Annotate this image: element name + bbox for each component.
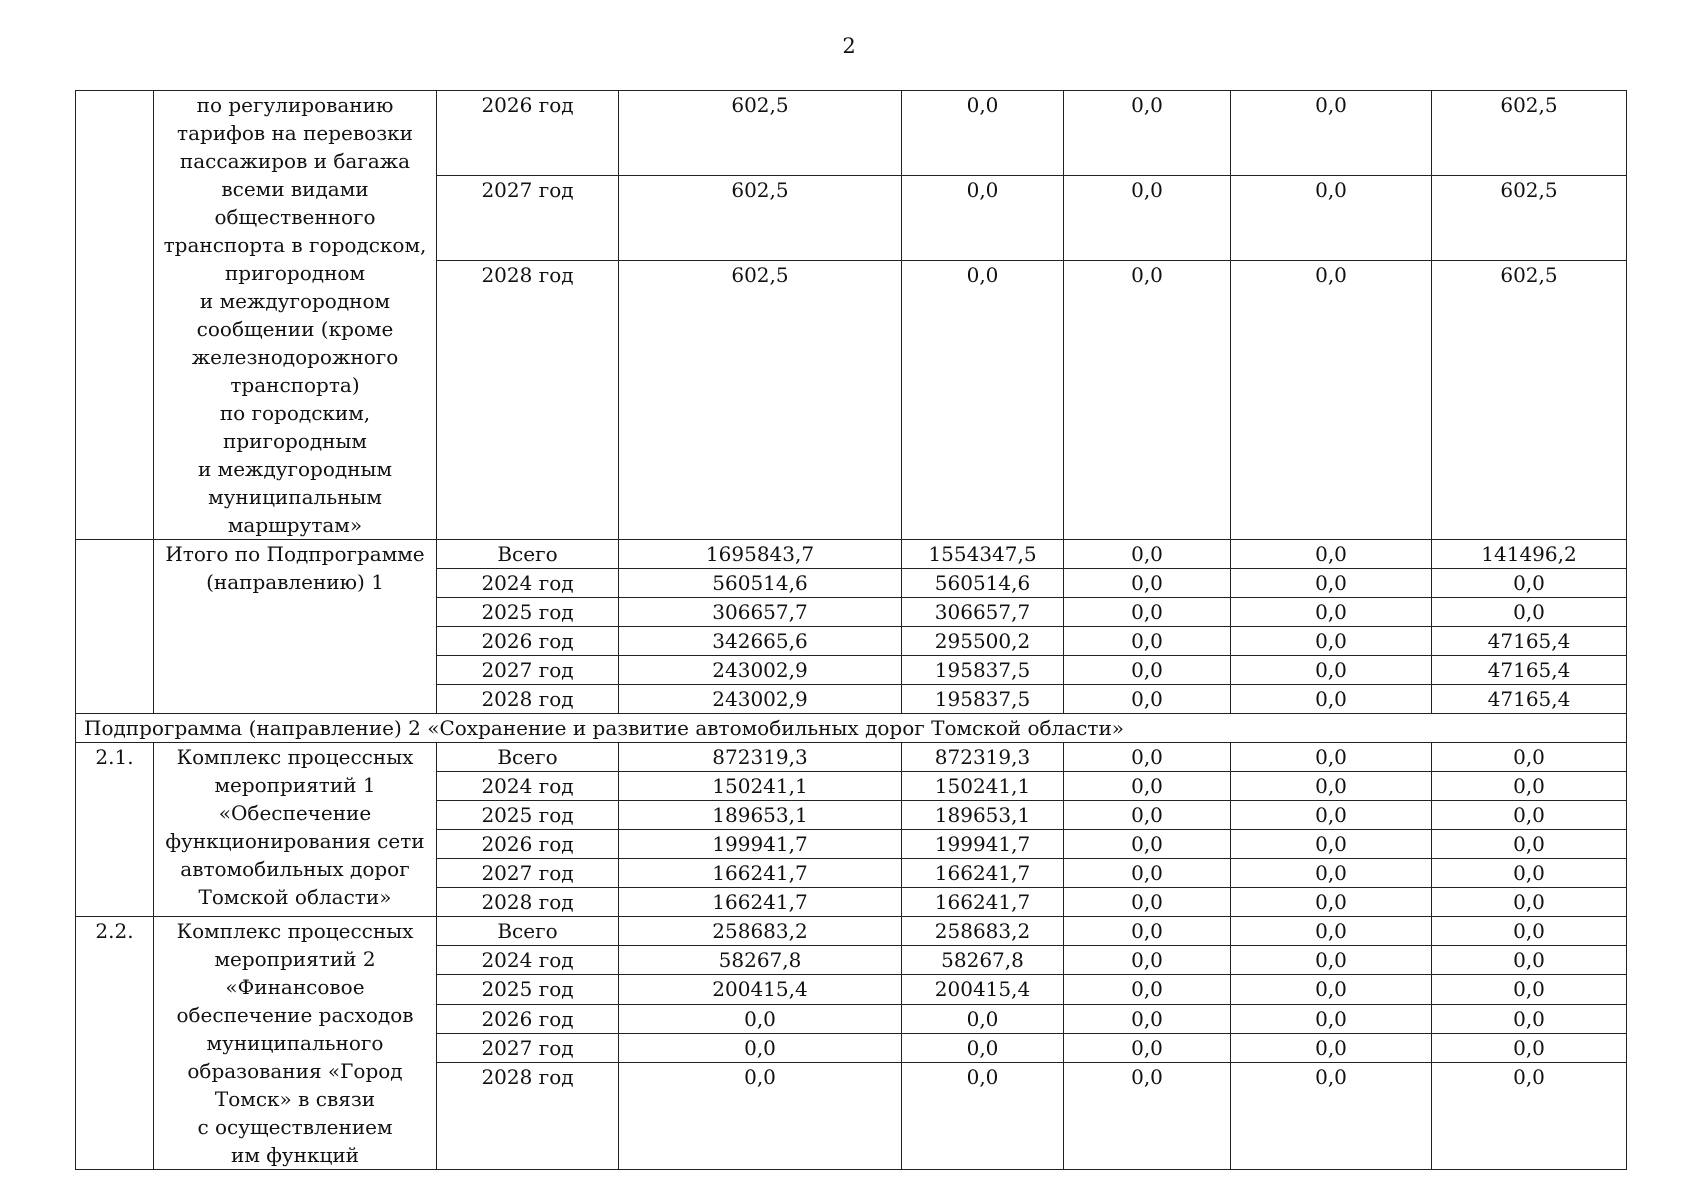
period-cell: 2028 год [437,261,619,540]
value-cell: 0,0 [902,91,1064,176]
value-cell: 0,0 [619,1063,902,1170]
value-cell: 0,0 [1231,598,1432,627]
period-cell: 2027 год [437,176,619,261]
value-cell: 200415,4 [902,975,1064,1004]
activity-name-cell: Комплекс процессных мероприятий 2 «Финансовое обеспечение расходов муниципального образования «Город Томск» в связи с осуществлением им функций [154,917,437,1170]
value-cell: 0,0 [902,1004,1064,1033]
period-cell: Всего [437,743,619,772]
total-name-cell: Итого по Подпрограмме (направлению) 1 [154,540,437,714]
period-cell: 2025 год [437,801,619,830]
value-cell: 0,0 [1432,946,1627,975]
value-cell: 195837,5 [902,685,1064,714]
table-row [76,91,1627,176]
value-cell: 166241,7 [902,859,1064,888]
period-cell: 2024 год [437,569,619,598]
period-cell: 2024 год [437,946,619,975]
row-number-cell: 2.1. [76,743,154,917]
value-cell: 306657,7 [902,598,1064,627]
value-cell: 0,0 [902,176,1064,261]
value-cell: 200415,4 [619,975,902,1004]
budget-table [75,90,1627,1170]
value-cell: 141496,2 [1432,540,1627,569]
value-cell: 560514,6 [902,569,1064,598]
section-row [76,714,1627,743]
value-cell: 0,0 [1432,1004,1627,1033]
value-cell: 150241,1 [902,772,1064,801]
period-cell: 2027 год [437,1033,619,1062]
value-cell: 47165,4 [1432,627,1627,656]
period-cell: 2028 год [437,888,619,917]
value-cell: 0,0 [1231,627,1432,656]
table-row [76,917,1627,946]
value-cell: 0,0 [1064,91,1231,176]
value-cell: 0,0 [1231,91,1432,176]
period-cell: 2024 год [437,772,619,801]
subprogram-title: Подпрограмма (направление) 2 «Сохранение и развитие автомобильных дорог Томской области» [76,714,1627,743]
value-cell: 0,0 [1064,598,1231,627]
value-cell: 189653,1 [902,801,1064,830]
value-cell: 0,0 [1231,975,1432,1004]
page-number: 2 [842,34,856,58]
value-cell: 58267,8 [902,946,1064,975]
period-cell: 2026 год [437,627,619,656]
value-cell: 0,0 [619,1033,902,1062]
period-cell: 2025 год [437,598,619,627]
value-cell: 0,0 [1231,176,1432,261]
value-cell: 0,0 [1064,859,1231,888]
value-cell: 0,0 [1064,685,1231,714]
value-cell: 0,0 [1432,801,1627,830]
value-cell: 0,0 [1064,830,1231,859]
value-cell: 0,0 [1064,743,1231,772]
value-cell: 0,0 [1231,801,1432,830]
value-cell: 0,0 [1231,859,1432,888]
value-cell: 295500,2 [902,627,1064,656]
value-cell: 560514,6 [619,569,902,598]
value-cell: 0,0 [1064,1063,1231,1170]
value-cell: 0,0 [1064,1004,1231,1033]
value-cell: 47165,4 [1432,656,1627,685]
value-cell: 0,0 [619,1004,902,1033]
value-cell: 0,0 [902,1063,1064,1170]
value-cell: 150241,1 [619,772,902,801]
value-cell: 0,0 [1432,975,1627,1004]
value-cell: 0,0 [1064,888,1231,917]
row-number-cell [76,91,154,540]
value-cell: 199941,7 [902,830,1064,859]
value-cell: 0,0 [1064,801,1231,830]
value-cell: 0,0 [1432,859,1627,888]
period-cell: 2025 год [437,975,619,1004]
period-cell: 2026 год [437,1004,619,1033]
value-cell: 0,0 [1064,1033,1231,1062]
value-cell: 0,0 [1064,540,1231,569]
value-cell: 0,0 [1231,1004,1432,1033]
value-cell: 0,0 [1432,1033,1627,1062]
activity-name-cell: Комплекс процессных мероприятий 1 «Обеспечение функционирования сети автомобильных дорог Томской области» [154,743,437,917]
value-cell: 1554347,5 [902,540,1064,569]
value-cell: 0,0 [1231,685,1432,714]
row-number-cell [76,540,154,714]
table-row [76,743,1627,772]
value-cell: 0,0 [1231,261,1432,540]
value-cell: 166241,7 [619,888,902,917]
value-cell: 0,0 [902,1033,1064,1062]
value-cell: 1695843,7 [619,540,902,569]
value-cell: 306657,7 [619,598,902,627]
value-cell: 0,0 [1064,569,1231,598]
value-cell: 602,5 [619,261,902,540]
value-cell: 342665,6 [619,627,902,656]
value-cell: 0,0 [1432,1063,1627,1170]
value-cell: 0,0 [1064,176,1231,261]
period-cell: 2027 год [437,656,619,685]
value-cell: 58267,8 [619,946,902,975]
value-cell: 602,5 [619,176,902,261]
value-cell: 0,0 [1064,656,1231,685]
value-cell: 166241,7 [902,888,1064,917]
value-cell: 0,0 [1231,772,1432,801]
value-cell: 166241,7 [619,859,902,888]
value-cell: 0,0 [1231,569,1432,598]
value-cell: 872319,3 [619,743,902,772]
period-cell: 2028 год [437,1063,619,1170]
period-cell: Всего [437,540,619,569]
value-cell: 0,0 [902,261,1064,540]
value-cell: 0,0 [1064,946,1231,975]
value-cell: 0,0 [1432,743,1627,772]
value-cell: 0,0 [1064,261,1231,540]
activity-name-cell: по регулированию тарифов на перевозки пассажиров и багажа всеми видами общественного транспорта в городском, пригородном и междугородном сообщении (кроме железнодорожного транспорта) по городским, пригородным и междугородным муниципальным маршрутам» [154,91,437,540]
value-cell: 0,0 [1231,540,1432,569]
value-cell: 0,0 [1231,830,1432,859]
value-cell: 0,0 [1231,743,1432,772]
value-cell: 0,0 [1064,772,1231,801]
value-cell: 258683,2 [902,917,1064,946]
value-cell: 0,0 [1231,1033,1432,1062]
table-row [76,540,1627,569]
value-cell: 0,0 [1064,917,1231,946]
value-cell: 243002,9 [619,656,902,685]
value-cell: 602,5 [619,91,902,176]
value-cell: 0,0 [1231,917,1432,946]
value-cell: 602,5 [1432,261,1627,540]
value-cell: 602,5 [1432,91,1627,176]
period-cell: 2027 год [437,859,619,888]
value-cell: 0,0 [1432,598,1627,627]
value-cell: 602,5 [1432,176,1627,261]
value-cell: 0,0 [1432,772,1627,801]
value-cell: 258683,2 [619,917,902,946]
value-cell: 0,0 [1064,975,1231,1004]
row-number-cell: 2.2. [76,917,154,1170]
value-cell: 47165,4 [1432,685,1627,714]
value-cell: 0,0 [1231,1063,1432,1170]
value-cell: 243002,9 [619,685,902,714]
value-cell: 0,0 [1432,917,1627,946]
value-cell: 0,0 [1432,830,1627,859]
period-cell: Всего [437,917,619,946]
period-cell: 2026 год [437,91,619,176]
value-cell: 872319,3 [902,743,1064,772]
value-cell: 0,0 [1432,569,1627,598]
value-cell: 0,0 [1064,627,1231,656]
value-cell: 0,0 [1432,888,1627,917]
value-cell: 0,0 [1231,946,1432,975]
value-cell: 189653,1 [619,801,902,830]
value-cell: 0,0 [1231,656,1432,685]
value-cell: 199941,7 [619,830,902,859]
period-cell: 2028 год [437,685,619,714]
value-cell: 195837,5 [902,656,1064,685]
period-cell: 2026 год [437,830,619,859]
value-cell: 0,0 [1231,888,1432,917]
